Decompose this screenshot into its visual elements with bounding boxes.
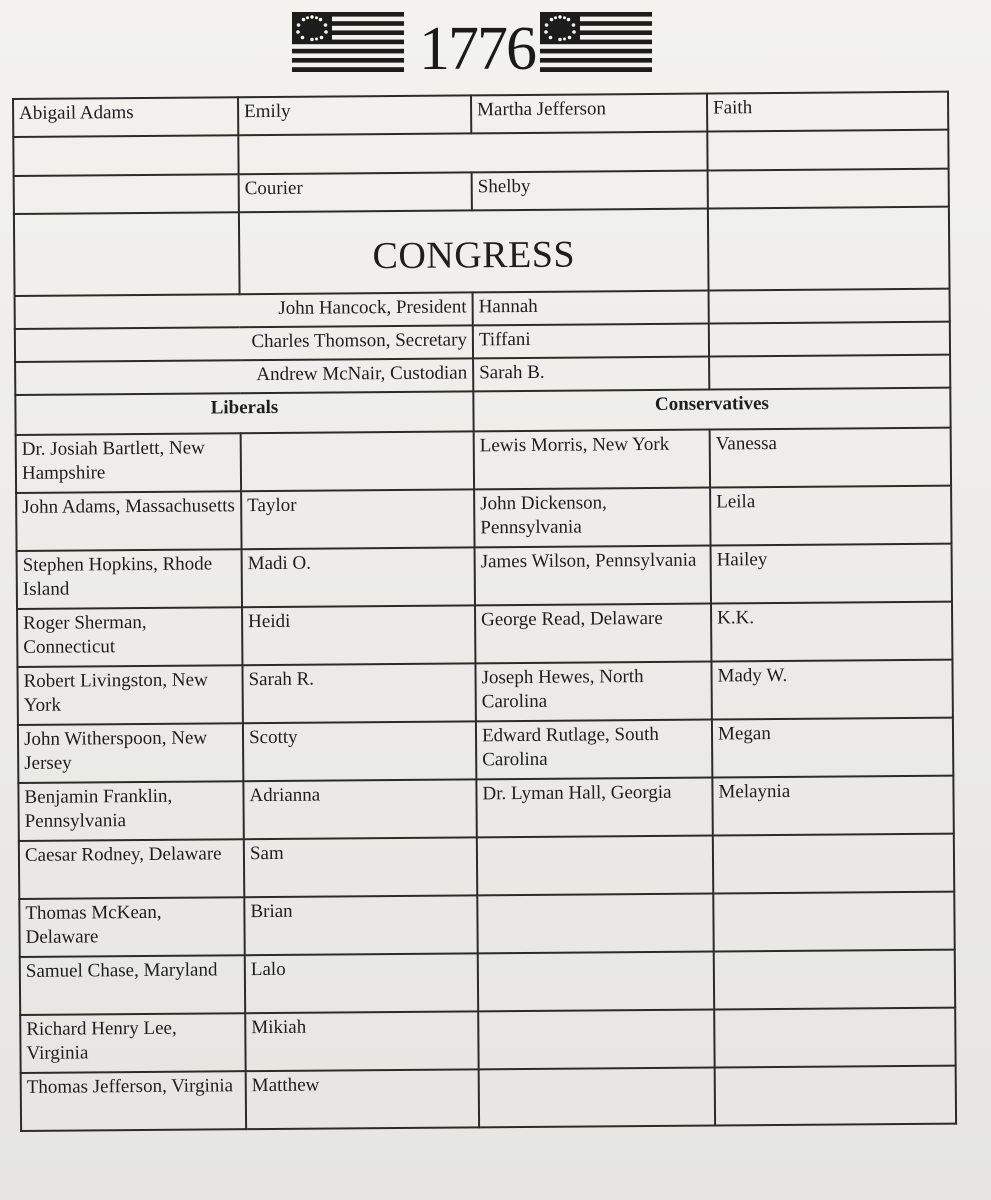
officer-role-cell: Charles Thomson, Secretary (15, 325, 473, 362)
cast-table (12, 91, 957, 1132)
empty-cell (14, 212, 240, 296)
actor-cell: Tiffani (473, 324, 709, 359)
conservative-delegate-cell: Lewis Morris, New York (474, 430, 710, 490)
conservative-actor-cell (713, 892, 954, 952)
actor-cell: Hannah (473, 291, 709, 326)
liberal-actor-cell: Taylor (241, 489, 474, 549)
conservative-actor-cell: Mady W. (711, 660, 952, 720)
liberal-delegate-cell: John Witherspoon, New Jersey (18, 723, 243, 783)
page-title: 1776 (419, 15, 535, 83)
liberal-actor-cell: Sarah R. (242, 663, 475, 723)
liberal-delegate-cell: Benjamin Franklin, Pennsylvania (18, 781, 243, 841)
actor-cell: Faith (707, 92, 948, 132)
conservative-delegate-cell: Edward Rutlage, South Carolina (476, 720, 712, 780)
liberal-delegate-cell: Dr. Josiah Bartlett, New Hampshire (16, 433, 241, 493)
liberal-delegate-cell: Richard Henry Lee, Virginia (20, 1013, 245, 1073)
table-row (19, 892, 954, 957)
role-cell: Courier (239, 172, 472, 212)
conservative-actor-cell: Leila (710, 486, 951, 546)
conservative-delegate-cell: John Dickenson, Pennsylvania (474, 488, 710, 548)
conservative-delegate-cell (479, 1068, 715, 1128)
congress-heading-cell (239, 209, 709, 295)
congress-heading: CONGRESS (372, 233, 576, 278)
liberal-delegate-cell: Thomas Jefferson, Virginia (21, 1071, 246, 1131)
liberal-actor-cell: Lalo (245, 953, 478, 1013)
table-row (17, 660, 952, 725)
table-row (17, 544, 952, 609)
table-row (16, 486, 951, 551)
conservative-actor-cell: Hailey (711, 544, 952, 604)
liberal-actor-cell: Matthew (246, 1069, 479, 1129)
conservative-delegate-cell: Joseph Hewes, North Carolina (475, 662, 711, 722)
liberal-delegate-cell: Roger Sherman, Connecticut (17, 607, 242, 667)
liberal-delegate-cell: Caesar Rodney, Delaware (19, 839, 244, 899)
table-row (21, 1066, 956, 1131)
liberal-delegate-cell: Thomas McKean, Delaware (19, 897, 244, 957)
table-row (20, 950, 955, 1015)
empty-cell (709, 355, 950, 390)
empty-cell (709, 289, 950, 324)
role-cell: Martha Jefferson (471, 94, 707, 134)
conservative-delegate-cell (478, 952, 714, 1012)
conservative-delegate-cell: Dr. Lyman Hall, Georgia (476, 778, 712, 838)
conservative-actor-cell: Megan (712, 718, 953, 778)
liberal-actor-cell: Heidi (242, 605, 475, 665)
officer-role-cell: Andrew McNair, Custodian (15, 358, 473, 395)
officer-role-cell: John Hancock, President (15, 292, 473, 329)
conservative-actor-cell: Vanessa (710, 428, 951, 488)
liberal-actor-cell (241, 431, 474, 491)
conservative-actor-cell: K.K. (711, 602, 952, 662)
empty-cell (707, 130, 948, 171)
conservative-delegate-cell (477, 836, 713, 896)
actor-cell: Sarah B. (473, 357, 709, 392)
conservative-delegate-cell (477, 894, 713, 954)
conservative-actor-cell (715, 1066, 956, 1126)
liberal-delegate-cell: Stephen Hopkins, Rhode Island (17, 549, 242, 609)
empty-cell (709, 322, 950, 357)
empty-cell (13, 135, 238, 176)
liberal-delegate-cell: Robert Livingston, New York (17, 665, 242, 725)
conservative-actor-cell: Melaynia (712, 776, 953, 836)
table-row (20, 1008, 955, 1073)
actor-cell: Emily (238, 95, 471, 135)
actor-cell: Shelby (472, 171, 708, 211)
conservative-actor-cell (714, 1008, 955, 1068)
conservative-delegate-cell: George Read, Delaware (475, 604, 711, 664)
conservative-actor-cell (713, 834, 954, 894)
conservative-actor-cell (714, 950, 955, 1010)
table-row (19, 834, 954, 899)
member-rows (16, 428, 956, 1131)
liberal-delegate-cell: Samuel Chase, Maryland (20, 955, 245, 1015)
liberals-header: Liberals (15, 391, 473, 435)
empty-cell (708, 169, 949, 209)
conservative-delegate-cell (478, 1010, 714, 1070)
conservatives-header: Conservatives (473, 388, 950, 432)
role-cell: Abigail Adams (13, 97, 238, 137)
cast-sheet (12, 91, 955, 1173)
liberal-actor-cell: Mikiah (245, 1011, 478, 1071)
liberal-actor-cell: Sam (244, 837, 477, 897)
liberal-actor-cell: Brian (244, 895, 477, 955)
betsy-ross-flag-icon (292, 12, 404, 72)
empty-cell (14, 174, 239, 214)
liberal-actor-cell: Scotty (243, 721, 476, 781)
table-row (17, 602, 952, 667)
table-row (14, 207, 950, 296)
empty-cell (238, 132, 707, 175)
liberal-actor-cell: Adrianna (243, 779, 476, 839)
header (0, 8, 991, 88)
table-row (18, 776, 953, 841)
table-row (18, 718, 953, 783)
table-row (16, 428, 951, 493)
liberal-delegate-cell: John Adams, Massachusetts (16, 491, 241, 551)
conservative-delegate-cell: James Wilson, Pennsylvania (475, 546, 711, 606)
liberal-actor-cell: Madi O. (242, 547, 475, 607)
empty-cell (708, 207, 950, 291)
betsy-ross-flag-icon (540, 12, 652, 72)
